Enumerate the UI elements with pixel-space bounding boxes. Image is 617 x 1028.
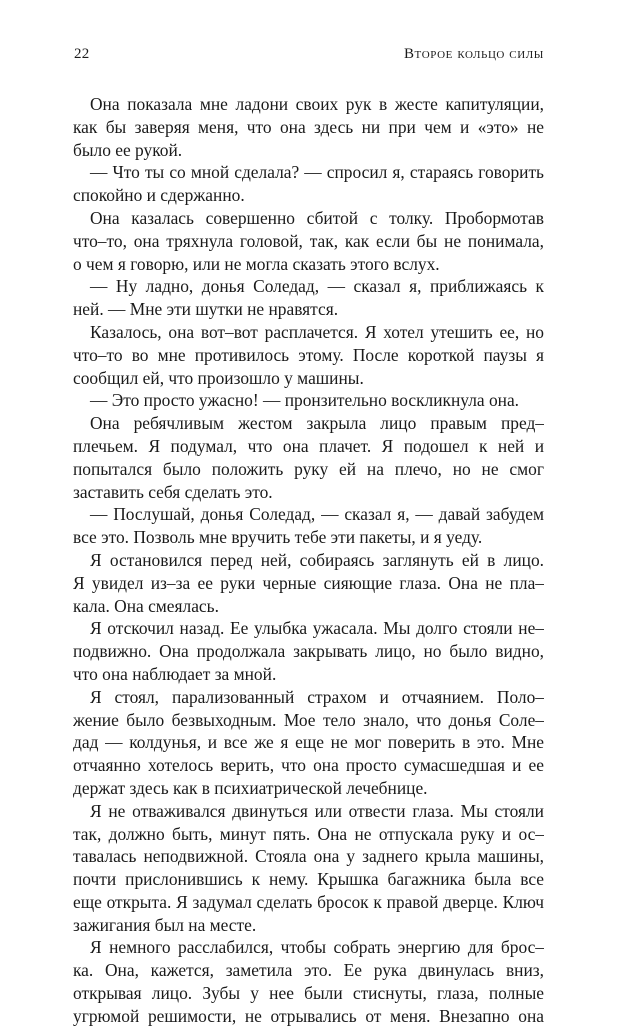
text-line: Я отскочил назад. Ее улыбка ужасала. Мы долго стояли не– [90,618,544,639]
text-line: все это. Позволь мне вручить тебе эти пакеты, и я уеду. [73,527,483,548]
text-line: — Что ты со мной сделала? — спросил я, стараясь говорить [90,162,544,183]
text-line: почти прислонившись к нему. Крышка багажника была все [73,869,544,890]
text-line: еще открыта. Я задумал сделать бросок к правой дверце. Ключ [73,891,544,912]
section-title: Второе кольцо силы [403,46,544,62]
page-number: 22 [74,46,90,62]
text-line: Казалось, она вот–вот расплачется. Я хотел утешить ее, но [90,321,544,342]
text-line: заставить себя сделать это. [73,481,273,502]
text-line: Я не отваживался двинуться или отвести глаза. Мы стояли [90,800,544,821]
text-line: открывая лицо. Зубы у нее были стиснуты, глаза, полные [73,983,544,1004]
text-line: Я остановился перед ней, собираясь заглянуть ей в лицо. [90,549,544,570]
text-line: что она наблюдает за мной. [73,663,277,684]
text-line: что–то во мне противилось этому. После короткой паузы я [73,344,544,365]
text-line: дад — колдунья, и все же я еще не мог поверить в это. Мне [73,732,544,753]
text-line: тавалась неподвижной. Стояла она у заднего крыла машины, [73,846,544,867]
text-line: — Послушай, донья Соледад, — сказал я, — давай забудем [90,504,544,525]
text-line: сообщил ей, что произошло у машины. [73,367,364,388]
text-line: жение было безвыходным. Мое тело знало, что донья Соле– [73,709,544,730]
running-header [74,46,544,70]
text-line: — Ну ладно, донья Соледад, — сказал я, приближаясь к [90,276,544,297]
text-line: отчаянно хотелось верить, что она просто сумасшедшая и ее [73,755,544,776]
text-line: угрюмой решимости, не отрывались от меня. Внезапно она [73,1005,544,1026]
text-line: спокойно и сдержанно. [73,185,245,206]
text-line: — Это просто ужасно! — пронзительно воскликнула она. [90,390,520,411]
text-line: о чем я говорю, или не могла сказать этого вслух. [73,253,440,274]
text-line: как бы заверяя меня, что она здесь ни при чем и «это» не [73,116,544,137]
text-line: попытался было положить руку ей на плечо, но не смог [73,458,544,479]
text-line: плечьем. Я подумал, что она плачет. Я подошел к ней и [73,435,544,456]
text-line: Она ребячливым жестом закрыла лицо правым пред– [90,413,544,434]
text-line: ней. — Мне эти шутки не нравятся. [73,299,339,320]
text-line: Я увидел из–за ее руки черные сияющие глаза. Она не пла– [73,572,544,593]
text-line: что–то, она тряхнула головой, так, как если бы не понимала, [73,230,544,251]
text-line: держат здесь как в психиатрической лечебнице. [73,777,428,798]
body-text [73,93,544,1028]
text-line: зажигания был на месте. [73,914,257,935]
text-line: было ее рукой. [73,139,183,160]
text-line: Я немного расслабился, чтобы собрать энергию для брос– [90,937,544,958]
text-line: кала. Она смеялась. [73,595,219,616]
text-line: Она показала мне ладони своих рук в жесте капитуляции, [90,94,544,114]
text-line: подвижно. Она продолжала закрывать лицо, но было видно, [73,641,544,662]
text-line: Я стоял, парализованный страхом и отчаянием. Поло– [90,686,544,707]
text-line: Она казалась совершенно сбитой с толку. Пробормотав [90,207,544,228]
text-line: ка. Она, кажется, заметила это. Ее рука двинулась вниз, [73,960,544,981]
text-line: так, должно быть, минут пять. Она не отпускала руку и ос– [73,823,544,844]
